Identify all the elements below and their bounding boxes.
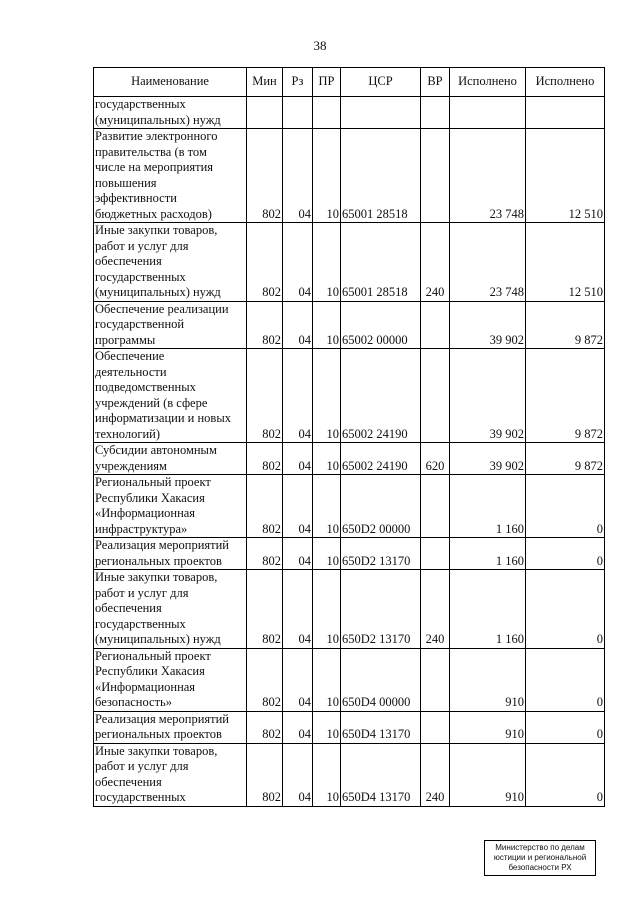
cell-pr: 10: [313, 538, 341, 570]
cell-rz: 04: [283, 301, 313, 349]
cell-name: Региональный проект Республики Хакасия «Информационная безопасность»: [94, 648, 247, 711]
cell-vr: 240: [421, 570, 450, 649]
budget-table: [93, 67, 605, 807]
cell-vr: [421, 129, 450, 223]
cell-csr: 650D2 00000: [341, 475, 421, 538]
table-row: [94, 443, 605, 475]
cell-min: [247, 97, 283, 129]
cell-csr: 650D4 13170: [341, 743, 421, 806]
cell-csr: 650D4 00000: [341, 648, 421, 711]
cell-pr: 10: [313, 648, 341, 711]
cell-name: Иные закупки товаров, работ и услуг для обеспечения государственных (муниципальных) нужд: [94, 223, 247, 302]
cell-pr: 10: [313, 349, 341, 443]
cell-executed-2: 12 510: [526, 129, 605, 223]
cell-rz: 04: [283, 443, 313, 475]
cell-rz: 04: [283, 570, 313, 649]
cell-pr: 10: [313, 301, 341, 349]
cell-executed-1: 1 160: [450, 538, 526, 570]
cell-executed-2: 0: [526, 648, 605, 711]
table-row: [94, 538, 605, 570]
table-row: [94, 349, 605, 443]
cell-rz: 04: [283, 475, 313, 538]
cell-min: 802: [247, 349, 283, 443]
cell-executed-1: 1 160: [450, 475, 526, 538]
table-row: [94, 129, 605, 223]
cell-name: Региональный проект Республики Хакасия «Информационная инфраструктура»: [94, 475, 247, 538]
cell-executed-1: [450, 97, 526, 129]
cell-pr: 10: [313, 443, 341, 475]
cell-min: 802: [247, 223, 283, 302]
cell-name: Иные закупки товаров, работ и услуг для обеспечения государственных (муниципальных) нужд: [94, 570, 247, 649]
header-min: Мин: [247, 68, 283, 97]
cell-csr: 65001 28518: [341, 223, 421, 302]
header-pr: ПР: [313, 68, 341, 97]
cell-executed-2: 0: [526, 711, 605, 743]
table-row: [94, 475, 605, 538]
cell-executed-1: 39 902: [450, 301, 526, 349]
cell-vr: [421, 648, 450, 711]
table-row: [94, 97, 605, 129]
header-csr: ЦСР: [341, 68, 421, 97]
cell-min: 802: [247, 711, 283, 743]
cell-min: 802: [247, 443, 283, 475]
cell-vr: [421, 475, 450, 538]
header-name: Наименование: [94, 68, 247, 97]
header-vr: ВР: [421, 68, 450, 97]
header-rz: Рз: [283, 68, 313, 97]
cell-csr: 650D2 13170: [341, 538, 421, 570]
cell-rz: 04: [283, 648, 313, 711]
cell-csr: [341, 97, 421, 129]
cell-csr: 65002 24190: [341, 349, 421, 443]
cell-name: государственных (муниципальных) нужд: [94, 97, 247, 129]
stamp-line: Министерство по делам: [495, 843, 585, 852]
cell-name: Реализация мероприятий региональных проектов: [94, 711, 247, 743]
cell-executed-2: 9 872: [526, 443, 605, 475]
cell-pr: 10: [313, 570, 341, 649]
ministry-stamp: [484, 840, 596, 876]
cell-min: 802: [247, 129, 283, 223]
cell-csr: 650D2 13170: [341, 570, 421, 649]
table-row: [94, 570, 605, 649]
table-row: [94, 711, 605, 743]
cell-executed-2: 0: [526, 475, 605, 538]
cell-vr: 620: [421, 443, 450, 475]
cell-executed-2: 9 872: [526, 349, 605, 443]
cell-vr: [421, 97, 450, 129]
cell-pr: [313, 97, 341, 129]
cell-min: 802: [247, 538, 283, 570]
cell-vr: [421, 711, 450, 743]
header-executed-1: Исполнено: [450, 68, 526, 97]
cell-csr: 65002 00000: [341, 301, 421, 349]
table-body: [94, 97, 605, 807]
cell-vr: [421, 349, 450, 443]
page-number: 38: [313, 38, 327, 53]
cell-executed-2: 0: [526, 538, 605, 570]
cell-executed-2: 12 510: [526, 223, 605, 302]
cell-pr: 10: [313, 223, 341, 302]
cell-executed-2: [526, 97, 605, 129]
cell-pr: 10: [313, 743, 341, 806]
cell-rz: 04: [283, 349, 313, 443]
stamp-line: юстиции и региональной: [493, 853, 587, 862]
cell-vr: 240: [421, 223, 450, 302]
cell-executed-1: 23 748: [450, 223, 526, 302]
cell-rz: 04: [283, 711, 313, 743]
cell-min: 802: [247, 475, 283, 538]
cell-name: Обеспечение деятельности подведомственных учреждений (в сфере информатизации и новых технологий): [94, 349, 247, 443]
cell-csr: 65002 24190: [341, 443, 421, 475]
cell-name: Иные закупки товаров, работ и услуг для обеспечения государственных: [94, 743, 247, 806]
cell-vr: [421, 538, 450, 570]
stamp-line: безопасности РХ: [508, 863, 572, 872]
cell-executed-1: 910: [450, 648, 526, 711]
cell-executed-1: 910: [450, 711, 526, 743]
cell-min: 802: [247, 648, 283, 711]
cell-rz: 04: [283, 743, 313, 806]
table-row: [94, 301, 605, 349]
cell-name: Обеспечение реализации государственной программы: [94, 301, 247, 349]
cell-name: Субсидии автономным учреждениям: [94, 443, 247, 475]
cell-executed-2: 9 872: [526, 301, 605, 349]
cell-rz: 04: [283, 223, 313, 302]
cell-name: Развитие электронного правительства (в том числе на мероприятия повышения эффективности бюджетных расходов): [94, 129, 247, 223]
cell-executed-1: 910: [450, 743, 526, 806]
cell-pr: 10: [313, 129, 341, 223]
cell-rz: 04: [283, 129, 313, 223]
cell-executed-1: 23 748: [450, 129, 526, 223]
header-executed-2: Исполнено: [526, 68, 605, 97]
cell-csr: 650D4 13170: [341, 711, 421, 743]
header-row: [94, 68, 605, 97]
cell-executed-2: 0: [526, 743, 605, 806]
cell-vr: [421, 301, 450, 349]
cell-pr: 10: [313, 475, 341, 538]
cell-pr: 10: [313, 711, 341, 743]
cell-executed-2: 0: [526, 570, 605, 649]
cell-rz: 04: [283, 538, 313, 570]
table-row: [94, 648, 605, 711]
cell-min: 802: [247, 301, 283, 349]
cell-min: 802: [247, 570, 283, 649]
cell-name: Реализация мероприятий региональных проектов: [94, 538, 247, 570]
cell-executed-1: 1 160: [450, 570, 526, 649]
cell-min: 802: [247, 743, 283, 806]
cell-executed-1: 39 902: [450, 443, 526, 475]
cell-vr: 240: [421, 743, 450, 806]
table-row: [94, 223, 605, 302]
cell-rz: [283, 97, 313, 129]
cell-csr: 65001 28518: [341, 129, 421, 223]
cell-executed-1: 39 902: [450, 349, 526, 443]
table-row: [94, 743, 605, 806]
